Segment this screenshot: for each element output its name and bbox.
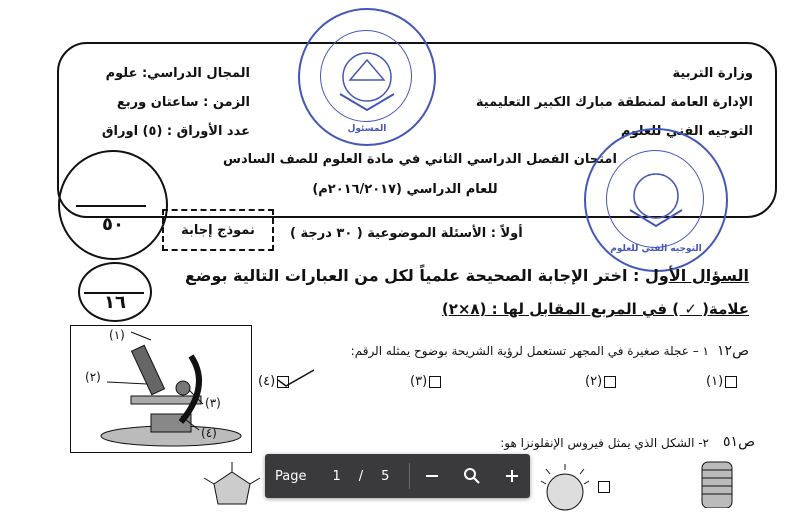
item1-margin-note: ص١٢	[717, 343, 749, 359]
guidance-stamp-icon	[584, 128, 728, 272]
page-number-input[interactable]: 1	[332, 468, 341, 484]
item1-option-3[interactable]	[410, 374, 441, 389]
time-label: الزمن : ساعتان وربع	[116, 95, 250, 110]
page-toolbar	[265, 454, 530, 498]
guidance-dept: التوجيه الفني للعلوم	[620, 124, 753, 139]
magnifier-icon	[463, 467, 481, 485]
item1-option-1[interactable]	[706, 374, 737, 389]
microscope-label-2: (٢)	[85, 370, 101, 384]
model-answer-label: نموذج إجابة	[162, 209, 274, 251]
option-label: (٤)	[258, 374, 276, 389]
question1-title	[185, 266, 749, 285]
field-label: المجال الدراسي: علوم	[105, 66, 250, 81]
item1-text: ١ – عجلة صغيرة في المجهر تستعمل لرؤية الشريحة بوضوح يمثله الرقم:	[350, 344, 709, 358]
page-label: Page	[275, 468, 307, 484]
score-line	[76, 205, 146, 207]
item2-option-box-3[interactable]	[598, 478, 610, 497]
question1-subtitle: علامة( ✓ ) في المربع المقابل لها : (٨×٢)	[441, 300, 749, 318]
pages-label: عدد الأوراق : (٥) اوراق	[101, 124, 250, 139]
minus-icon	[424, 468, 440, 484]
option-label: (١)	[706, 374, 724, 389]
official-stamp-icon	[298, 8, 436, 146]
option-label: (٣)	[410, 374, 428, 389]
checkbox[interactable]	[725, 376, 737, 388]
section-score: ١٦	[104, 292, 126, 313]
checkbox[interactable]	[604, 376, 616, 388]
stamp-text: المسئول	[347, 124, 387, 134]
toolbar-divider	[409, 463, 410, 489]
microscope-icon	[71, 326, 251, 452]
question1-label: السؤال الأول	[645, 266, 749, 285]
exam-title: امتحان الفصل الدراسي الثاني في مادة العلوم للصف السادس	[223, 152, 617, 167]
total-score: ٥٠	[102, 214, 124, 235]
checkbox[interactable]	[598, 481, 610, 493]
total-pages: 5	[381, 468, 390, 484]
microscope-figure	[70, 325, 252, 453]
question1-instruction: : اختر الإجابة الصحيحة علمياً لكل من العبارات التالية بوضع	[185, 266, 640, 285]
checkbox[interactable]	[429, 376, 441, 388]
zoom-out-button[interactable]	[414, 458, 450, 494]
plus-icon	[504, 468, 520, 484]
item2-text: ٢- الشكل الذي يمثل فيروس الإنفلونزا هو:	[500, 436, 709, 450]
microscope-label-1: (١)	[109, 328, 125, 342]
stamp-text-2: التوجيه الفني للعلوم	[610, 244, 702, 254]
virus-shape-1-icon	[202, 462, 262, 512]
directorate-name: الإدارة العامة لمنطقة مبارك الكبير التعليمية	[475, 95, 753, 110]
section-one-title: أولاً : الأسئلة الموضوعية ( ٣٠ درجة )	[290, 226, 523, 241]
option-label: (٢)	[585, 374, 603, 389]
virus-shape-3-icon	[540, 462, 590, 512]
page-separator: /	[358, 468, 364, 484]
checkmark-icon	[276, 368, 316, 388]
item1-option-4[interactable]	[258, 374, 289, 389]
microscope-label-3: (٣)	[205, 396, 221, 410]
virus-shape-4-icon	[692, 458, 742, 508]
microscope-label-4: (٤)	[201, 426, 217, 440]
ministry-name: وزارة التربية	[672, 66, 753, 81]
item2-margin-note: ص٥١	[723, 434, 755, 450]
item1-option-2[interactable]	[585, 374, 616, 389]
academic-year: للعام الدراسي (٢٠١٦/٢٠١٧م)	[312, 182, 498, 197]
zoom-reset-button[interactable]	[454, 458, 490, 494]
zoom-in-button[interactable]	[494, 458, 530, 494]
